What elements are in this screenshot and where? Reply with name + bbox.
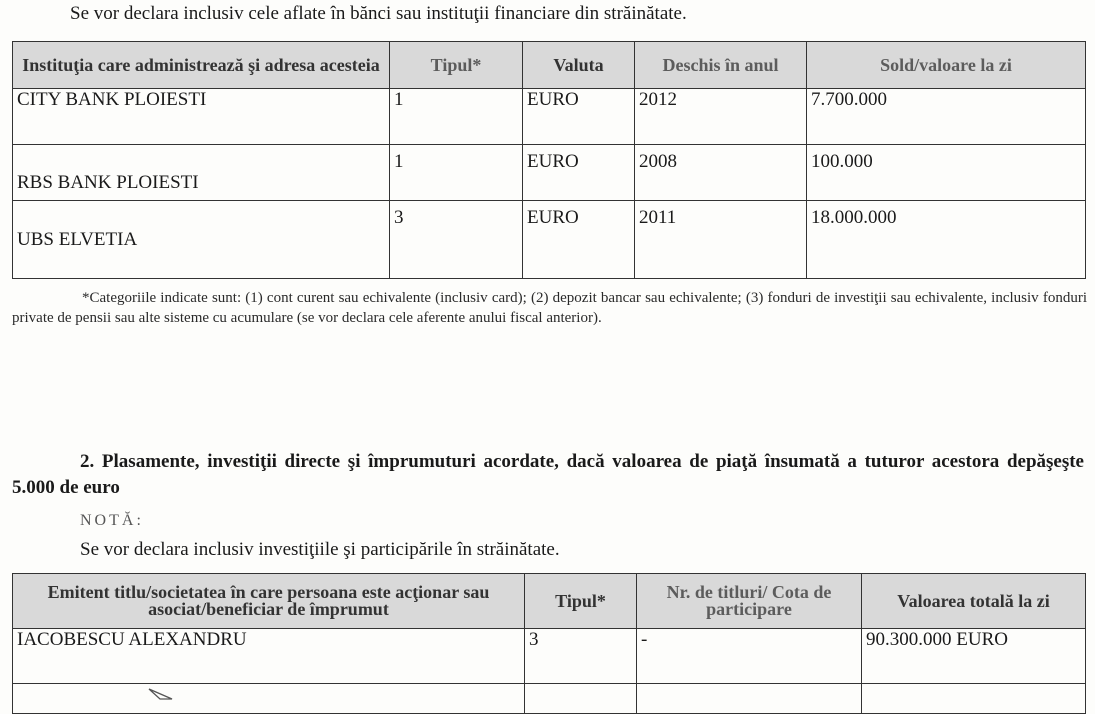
cell-institution: RBS BANK PLOIESTI	[13, 145, 390, 201]
cell-institution: UBS ELVETIA	[13, 201, 390, 279]
cell-institution: CITY BANK PLOIESTI	[13, 89, 390, 145]
section1-intro: Se vor declara inclusiv cele aflate în bănci sau instituţii financiare din străinătate.	[70, 3, 687, 24]
header-shares: Nr. de titluri/ Cota de participare	[637, 574, 862, 629]
cell-year: 2012	[635, 89, 807, 145]
cell-currency: EURO	[523, 89, 635, 145]
cell-type: 3	[390, 201, 523, 279]
cell-type: 1	[390, 89, 523, 145]
cell-year: 2008	[635, 145, 807, 201]
arrow-cursor-icon	[148, 688, 174, 700]
cell-currency: EURO	[523, 201, 635, 279]
empty-cell	[525, 684, 637, 714]
section2-heading: 2. Plasamente, investiţii directe şi împrumuturi acordate, dacă valoarea de piaţă însumată a tuturor acestora depăşeşte 5.000 de euro	[12, 451, 1084, 498]
table-header-row	[13, 574, 1086, 629]
header-opened-year: Deschis în anul	[635, 42, 807, 89]
table-row	[13, 201, 1086, 279]
header-institution: Instituţia care administrează şi adresa acesteia	[13, 42, 390, 89]
table-row	[13, 89, 1086, 145]
header-total-value: Valoarea totală la zi	[862, 574, 1086, 629]
cell-balance: 100.000	[807, 145, 1086, 201]
nota-label: NOTĂ:	[80, 512, 144, 529]
header-issuer: Emitent titlu/societatea în care persoana este acţionar sau asociat/beneficiar de împrumut	[13, 574, 525, 629]
empty-cell	[862, 684, 1086, 714]
cell-type: 1	[390, 145, 523, 201]
cell-year: 2011	[635, 201, 807, 279]
empty-cell	[637, 684, 862, 714]
cell-issuer: IACOBESCU ALEXANDRU	[13, 629, 525, 684]
cell-currency: EURO	[523, 145, 635, 201]
header-type: Tipul*	[390, 42, 523, 89]
bank-accounts-table	[12, 41, 1086, 279]
table-row	[13, 629, 1086, 684]
header-balance: Sold/valoare la zi	[807, 42, 1086, 89]
cell-type: 3	[525, 629, 637, 684]
header-currency: Valuta	[523, 42, 635, 89]
cell-balance: 18.000.000	[807, 201, 1086, 279]
cell-total-value: 90.300.000 EURO	[862, 629, 1086, 684]
cell-balance: 7.700.000	[807, 89, 1086, 145]
section2-intro: Se vor declara inclusiv investiţiile şi participările în străinătate.	[80, 539, 560, 560]
footnote: *Categoriile indicate sunt: (1) cont curent sau echivalente (inclusiv card); (2) depozit bancar sau echivalente; (3) fonduri de investiţii sau echivalente, inclusiv fonduri private de pensii sau alte sisteme cu acumulare (se vor declara cele aferente anului fiscal anterior).	[12, 290, 1087, 326]
header-type: Tipul*	[525, 574, 637, 629]
table-row	[13, 145, 1086, 201]
cell-shares: -	[637, 629, 862, 684]
table-header-row	[13, 42, 1086, 89]
empty-cell	[13, 684, 525, 714]
